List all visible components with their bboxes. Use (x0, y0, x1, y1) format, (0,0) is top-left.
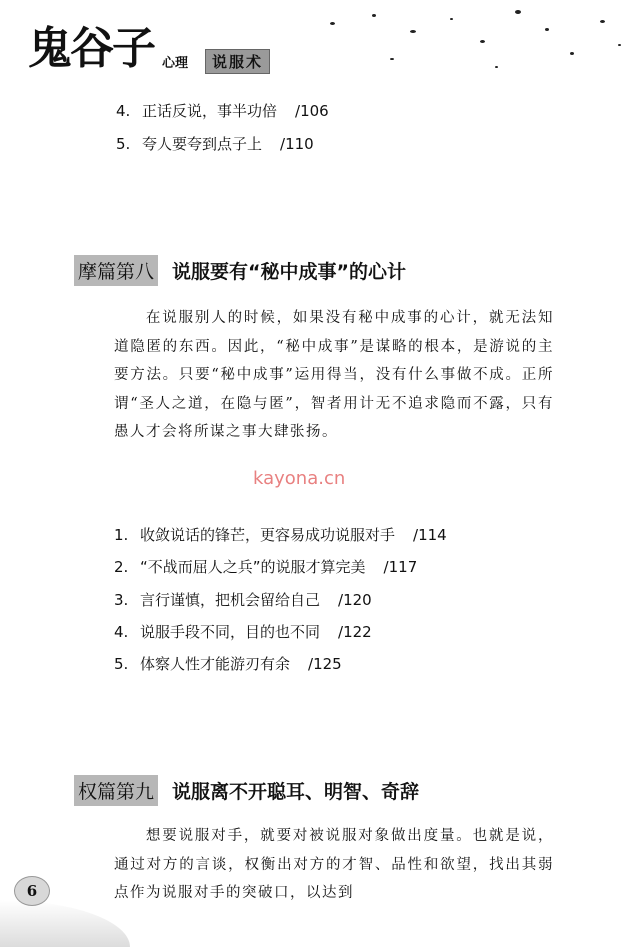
toc-item-number: 3. (114, 591, 129, 609)
book-title-main: 鬼谷子 (28, 23, 154, 74)
toc-item[interactable] (116, 100, 329, 121)
toc-item-number: 4. (114, 623, 129, 641)
toc-item-number: 5. (114, 655, 129, 673)
toc-item[interactable] (116, 133, 314, 154)
toc-item-title: 收敛说话的锋芒，更容易成功说服对手 (140, 526, 396, 544)
toc-item[interactable] (114, 556, 417, 577)
toc-item-title: 夸人要夸到点子上 (142, 135, 263, 153)
toc-item-title: 体察人性才能游刃有余 (140, 655, 291, 673)
toc-item-page: /114 (413, 526, 447, 544)
toc-item-number: 2. (114, 558, 129, 576)
toc-item[interactable] (114, 524, 447, 545)
page-number: 6 (14, 876, 50, 906)
watermark: kayona.cn (253, 468, 346, 489)
decorative-dots (300, 0, 635, 90)
toc-item-page: /117 (383, 558, 418, 576)
corner-decoration (0, 900, 130, 947)
toc-item-page: /122 (338, 623, 372, 641)
toc-item-page: /110 (280, 135, 314, 153)
toc-item-title: 正话反说，事半功倍 (142, 102, 278, 120)
toc-item-page: /106 (295, 102, 329, 120)
toc-item-number: 4. (116, 102, 131, 120)
toc-item[interactable] (114, 621, 372, 642)
section-intro: 在说服别人的时候，如果没有秘中成事的心计，就无法知道隐匿的东西。因此，“秘中成事”是谋略的根本，是游说的主要方法。只要“秘中成事”运用得当，没有什么事做不成。正所谓“圣人之道，在隐与匿”，智者用计无不追求隐而不露，只有愚人才会将所谋之事大肆张扬。 (114, 310, 554, 440)
page-header (0, 0, 635, 90)
toc-item-number: 1. (114, 526, 129, 544)
toc-item-title: “不战而屈人之兵”的说服才算完美 (140, 558, 366, 576)
toc-item-page: /120 (338, 591, 372, 609)
section-tag: 摩篇第八 (74, 255, 158, 286)
toc-item-page: /125 (308, 655, 342, 673)
book-title-sub: 心理 (162, 56, 189, 71)
section-heading (74, 255, 406, 286)
section-tag: 权篇第九 (74, 775, 158, 806)
section-intro: 想要说服对手，就要对被说服对象做出度量。也就是说，通过对方的言谈，权衡出对方的才智、品性和欲望，找出其弱点作为说服对手的突破口，以达到 (114, 828, 554, 901)
section-title: 说服要有“秘中成事”的心计 (172, 261, 406, 283)
toc-item-number: 5. (116, 135, 131, 153)
section-title: 说服离不开聪耳、明智、奇辞 (172, 781, 420, 803)
toc-item-title: 说服手段不同，目的也不同 (140, 623, 321, 641)
toc-item[interactable] (114, 589, 372, 610)
toc-item-title: 言行谨慎，把机会留给自己 (140, 591, 321, 609)
section-heading (74, 775, 419, 806)
toc-item[interactable] (114, 653, 342, 674)
book-title-tag: 说服术 (205, 49, 270, 74)
